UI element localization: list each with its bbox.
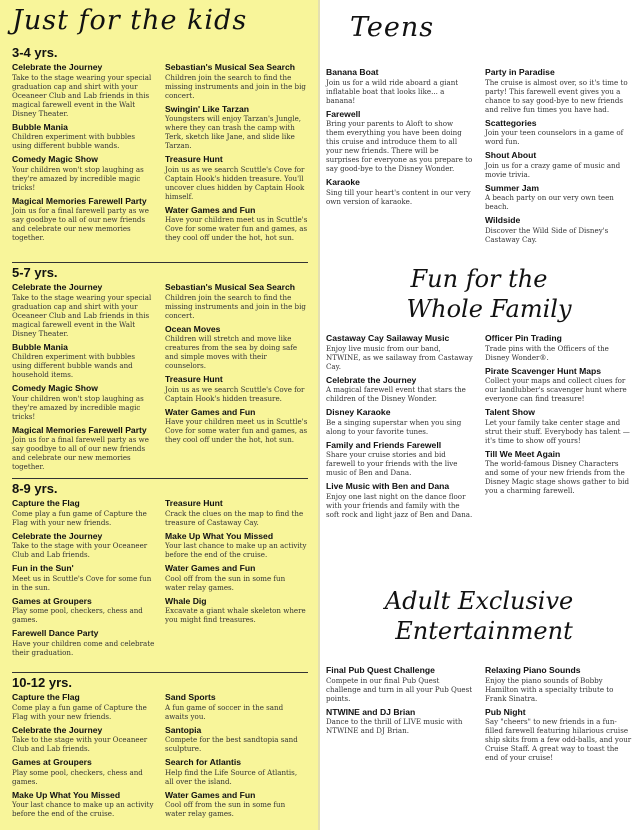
teens-section <box>326 66 632 248</box>
activity-item <box>12 531 155 560</box>
activity-name: NTWINE and DJ Brian <box>326 706 416 717</box>
activity-description: Let your family take center stage and strut their stuff. Everybody has talent — it's time to show off yours! <box>485 417 630 445</box>
activity-name: Ocean Moves <box>165 323 221 334</box>
activity-name: Wildside <box>485 215 521 225</box>
age-heading: 5-7 yrs. <box>12 265 58 280</box>
activity-description: Join us for a wild ride aboard a giant inflatable boat that looks like... a banana! <box>326 77 459 105</box>
activity-item <box>165 563 308 592</box>
family-title <box>320 264 638 324</box>
activity-name: Treasure Hunt <box>165 498 223 508</box>
activity-description: Excavate a giant whale skeleton where you might find treasures. <box>165 606 306 624</box>
activity-name: Treasure Hunt <box>165 154 223 164</box>
activity-description: Enjoy the piano sounds of Bobby Hamilton with a specialty tribute to Frank Sinatra. <box>485 675 614 703</box>
activity-name: Live Music with Ben and Dana <box>326 481 450 491</box>
activity-column <box>485 67 632 248</box>
activity-column <box>485 333 632 523</box>
activity-description: Join us for a final farewell party as we say goodbye to all of our new friends and celebrate our new memories together. <box>12 206 149 242</box>
activity-name: Treasure Hunt <box>165 374 223 384</box>
activity-description: Trade pins with the Officers of the Disney Wonder®. <box>485 343 609 362</box>
activity-name: Shout About <box>485 150 537 160</box>
activity-name: Till We Meet Again <box>485 448 561 459</box>
activity-column <box>326 67 473 248</box>
activity-description: Compete in our final Pub Quest challenge and turn in all your Pub Quest points. <box>326 675 473 703</box>
activity-description: Children join the search to find the missing instruments and join in the big concert. <box>165 72 306 100</box>
activity-item <box>12 563 155 592</box>
activity-item <box>485 407 632 445</box>
activity-name: Summer Jam <box>485 182 539 193</box>
activity-name: Santopia <box>165 724 202 735</box>
activity-description: Take to the stage wearing your special graduation cap and shirt with your Oceaneer Club and Lab friends in this magical farewell event in the Walt Disney Theater. <box>12 292 152 338</box>
activity-item <box>165 62 308 100</box>
activity-item <box>165 790 308 819</box>
activity-item <box>165 757 308 786</box>
activity-description: A magical farewell event that stars the children of the Disney Wonder. <box>326 385 466 403</box>
activity-name: Pirate Scavenger Hunt Maps <box>485 365 602 376</box>
adult-title-line1: Adult Exclusive <box>384 587 574 615</box>
activity-description: Compete for the best sandtopia sand sculpture. <box>165 735 298 753</box>
activity-description: Children experiment with bubbles using different bubble wands. <box>12 132 135 150</box>
divider <box>12 672 308 673</box>
family-title-line2: Whole Family <box>406 295 572 323</box>
activity-name: Celebrate the Journey <box>12 282 103 292</box>
activity-name: Celebrate the Journey <box>326 374 417 385</box>
activity-column <box>485 665 632 766</box>
activity-column <box>12 498 155 661</box>
divider <box>12 262 308 263</box>
activity-description: Youngsters will enjoy Tarzan's Jungle, where they can trash the camp with Terk, sketch like Jane, and slide like Tarzan. <box>165 114 302 150</box>
activity-name: Swingin' Like Tarzan <box>165 103 250 114</box>
activity-item <box>12 62 155 118</box>
activity-description: Meet us in Scuttle's Cove for some fun in the sun. <box>12 573 152 592</box>
activity-column <box>165 692 308 822</box>
activity-description: Come play a fun game of Capture the Flag with your new friends. <box>12 702 147 721</box>
activity-item <box>485 118 632 147</box>
activity-description: The world-famous Disney Characters and some of your new friends from the Disney Magic stage shows gather to bid you a charming farewell. <box>485 459 630 495</box>
activity-description: Crack the clues on the map to find the treasure of Castaway Cay. <box>165 508 304 527</box>
activity-description: Collect your maps and collect clues for our landlubber's scavenger hunt where everyone can find treasure! <box>485 376 627 403</box>
activity-description: Your last chance to make up an activity before the end of the cruise. <box>165 541 307 559</box>
age-heading: 8-9 yrs. <box>12 481 58 496</box>
activity-name: Karaoke <box>326 177 360 187</box>
activity-item <box>485 150 632 179</box>
activity-item <box>326 177 473 206</box>
activity-column <box>326 333 473 523</box>
activity-name: Capture the Flag <box>12 692 80 702</box>
activity-item <box>326 407 473 436</box>
activity-name: Games at Groupers <box>12 595 92 606</box>
activity-name: Bubble Mania <box>12 341 68 352</box>
activity-item <box>326 440 473 478</box>
activity-name: Comedy Magic Show <box>12 383 98 393</box>
activity-item <box>485 707 632 763</box>
activity-item <box>485 183 632 212</box>
activity-description: Come play a fun game of Capture the Flag with your new friends. <box>12 508 147 527</box>
activity-description: Take to the stage wearing your special graduation cap and shirt with your Oceaneer Club and Lab friends in this magical farewell event in the Walt Disney Theater. <box>12 72 152 118</box>
activity-item <box>12 196 155 243</box>
age-group-8-9 <box>12 478 308 661</box>
activity-description: Sing till your heart's content in our very own version of karaoke. <box>326 187 471 206</box>
activity-name: Magical Memories Farewell Party <box>12 424 147 435</box>
activity-name: Party in Paradise <box>485 67 555 77</box>
activity-item <box>326 375 473 404</box>
activity-item <box>165 692 308 721</box>
activity-name: Make Up What You Missed <box>12 789 121 800</box>
age-group-3-4 <box>12 45 308 246</box>
family-title-line1: Fun for the <box>410 265 548 293</box>
activity-name: Celebrate the Journey <box>12 724 103 735</box>
activity-description: Enjoy one last night on the dance floor with your friends and family with the soft rock and light jazz of Ben and Dana. <box>326 491 473 519</box>
activity-name: Pub Night <box>485 706 526 717</box>
activity-name: Celebrate the Journey <box>12 62 103 72</box>
activity-description: Children join the search to find the missing instruments and join in the big concert. <box>165 292 306 320</box>
activity-column <box>12 62 155 246</box>
activity-item <box>326 67 473 105</box>
activity-description: Your children won't stop laughing as they're amazed by incredible magic tricks! <box>12 393 144 421</box>
activity-name: Water Games and Fun <box>165 563 256 573</box>
activity-description: Have your children come and celebrate their graduation. <box>12 638 155 657</box>
activity-item <box>165 725 308 754</box>
activity-description: Be a singing superstar when you sing along to your favorite tunes. <box>326 417 462 436</box>
teens-title: Teens <box>350 12 435 43</box>
activity-name: Water Games and Fun <box>165 204 256 215</box>
activity-item <box>165 104 308 151</box>
activity-name: Final Pub Quest Challenge <box>326 665 435 675</box>
activity-description: Take to the stage with your Oceaneer Club and Lab friends. <box>12 735 148 753</box>
activity-name: Comedy Magic Show <box>12 154 98 164</box>
activity-item <box>12 342 155 380</box>
age-group-10-12 <box>12 672 308 822</box>
activity-column <box>326 665 473 766</box>
activity-name: Family and Friends Farewell <box>326 439 442 450</box>
activity-item <box>326 333 473 371</box>
activity-description: Join us for a final farewell party as we say goodbye to all of our new friends and celebrate our new memories together. <box>12 435 149 471</box>
activity-column <box>165 282 308 475</box>
age-heading: 10-12 yrs. <box>12 675 72 690</box>
activity-description: Dance to the thrill of LIVE music with NTWINE and DJ Brian. <box>326 717 463 735</box>
activity-description: A beach party on our very own teen beach. <box>485 193 614 211</box>
activity-item <box>165 498 308 527</box>
activity-name: Fun in the Sun' <box>12 563 74 573</box>
activity-item <box>485 665 632 703</box>
activity-name: Farewell Dance Party <box>12 628 99 638</box>
activity-description: Cool off from the sun in some fun water relay games. <box>165 573 286 592</box>
activity-item <box>12 498 155 527</box>
activity-name: Search for Atlantis <box>165 757 242 767</box>
kids-panel <box>0 0 318 830</box>
activity-item <box>12 757 155 786</box>
activity-item <box>165 407 308 445</box>
activity-name: Farewell <box>326 108 361 119</box>
activity-name: Games at Groupers <box>12 757 92 767</box>
activity-item <box>165 531 308 560</box>
activity-item <box>12 425 155 472</box>
activity-item <box>12 596 155 625</box>
activity-item <box>165 154 308 201</box>
activity-item <box>12 154 155 192</box>
activity-item <box>485 333 632 362</box>
adult-section <box>326 664 632 766</box>
activity-description: Join us for a crazy game of music and movie trivia. <box>485 160 621 179</box>
activity-description: Discover the Wild Side of Disney's Castaway Cay. <box>485 225 609 244</box>
activity-description: Your last chance to make up an activity before the end of the cruise. <box>12 800 154 818</box>
activity-item <box>12 628 155 657</box>
activity-description: Cool off from the sun in some fun water relay games. <box>165 800 286 818</box>
kids-title: Just for the kids <box>12 5 248 36</box>
activity-name: Whale Dig <box>165 595 207 606</box>
divider <box>12 478 308 479</box>
adult-title <box>320 586 638 646</box>
activity-description: Help find the Life Source of Atlantis, all over the island. <box>165 767 298 786</box>
activity-item <box>165 374 308 403</box>
activity-description: Join your teen counselors in a game of word fun. <box>485 128 624 146</box>
activity-description: Children experiment with bubbles using different bubble wands and household items. <box>12 352 135 379</box>
activity-item <box>326 707 473 736</box>
activity-description: Bring your parents to Aloft to show them everything you have been doing this cruise and introduce them to all your new friends. There will be surprises for everyone as you prepare to say good-bye to the Disney Wonder. <box>326 119 473 173</box>
activity-description: Play some pool, checkers, chess and games. <box>12 606 143 624</box>
activity-name: Capture the Flag <box>12 498 80 508</box>
activity-item <box>485 67 632 114</box>
activity-item <box>12 790 155 819</box>
activity-item <box>485 215 632 244</box>
activity-description: Join us as we search Scuttle's Cove for Captain Hook's hidden treasure. <box>165 384 305 403</box>
activity-item <box>12 383 155 421</box>
activity-description: Your children won't stop laughing as they're amazed by incredible magic tricks! <box>12 164 144 192</box>
activity-name: Officer Pin Trading <box>485 333 562 343</box>
adult-title-line2: Entertainment <box>395 617 573 645</box>
activity-item <box>485 449 632 496</box>
activity-description: Take to the stage with your Oceaneer Club and Lab friends. <box>12 541 148 559</box>
activity-name: Water Games and Fun <box>165 406 256 417</box>
activity-item <box>165 282 308 320</box>
activity-item <box>326 665 473 703</box>
activity-item <box>326 109 473 174</box>
activity-column <box>12 692 155 822</box>
activity-description: Have your children meet us in Scuttle's Cove for some water fun and games, as they cool off under the hot, hot sun. <box>165 417 308 444</box>
activity-name: Sebastian's Musical Sea Search <box>165 282 296 292</box>
activity-description: Have your children meet us in Scuttle's Cove for some water fun and games, as they cool off under the hot, hot sun. <box>165 215 308 242</box>
activity-item <box>485 366 632 404</box>
activity-description: The cruise is almost over, so it's time to party! This farewell event gives you a chance to say good-bye to new friends and relive fun times you have had. <box>485 77 628 114</box>
activity-column <box>12 282 155 475</box>
activity-item <box>165 596 308 625</box>
age-group-5-7 <box>12 262 308 475</box>
activity-column <box>165 498 308 661</box>
activity-name: Bubble Mania <box>12 121 68 132</box>
activity-description: Say "cheers" to new friends in a fun-filled farewell featuring hilarious cruise ship skits from a few odd-balls, and your Cruise Staff. A great way to toast the end of your cruise! <box>485 717 632 762</box>
activity-item <box>12 692 155 721</box>
activity-name: Sebastian's Musical Sea Search <box>165 62 296 72</box>
activity-description: Enjoy live music from our band, NTWINE, as we sailaway from Castaway Cay. <box>326 343 473 371</box>
activity-name: Magical Memories Farewell Party <box>12 195 147 206</box>
activity-name: Celebrate the Journey <box>12 530 103 541</box>
activity-description: Share your cruise stories and bid farewell to your friends with the live music of Ben and Dana. <box>326 450 458 477</box>
activity-description: Play some pool, checkers, chess and games. <box>12 767 143 786</box>
activity-item <box>165 205 308 243</box>
activity-name: Disney Karaoke <box>326 407 391 417</box>
activity-item <box>12 725 155 754</box>
activity-name: Sand Sports <box>165 692 216 702</box>
age-heading: 3-4 yrs. <box>12 45 58 60</box>
activity-description: Children will stretch and move like creatures from the sea by doing safe and simple moves with their counselors. <box>165 334 298 370</box>
activity-name: Relaxing Piano Sounds <box>485 665 581 675</box>
teens-family-adult-panel <box>320 0 638 830</box>
activity-item <box>165 324 308 371</box>
activity-name: Water Games and Fun <box>165 789 256 800</box>
activity-name: Talent Show <box>485 407 535 417</box>
activity-description: A fun game of soccer in the sand awaits you. <box>165 702 284 721</box>
activity-name: Castaway Cay Sailaway Music <box>326 333 450 343</box>
family-section <box>326 332 632 523</box>
activity-item <box>12 122 155 151</box>
activity-description: Join us as we search Scuttle's Cove for Captain Hook's hidden treasure. You'll uncover clues hidden by Captain Hook himself. <box>165 164 305 201</box>
activity-name: Banana Boat <box>326 67 379 77</box>
activity-column <box>165 62 308 246</box>
activity-item <box>12 282 155 338</box>
activity-name: Make Up What You Missed <box>165 530 274 541</box>
activity-item <box>326 481 473 519</box>
activity-name: Scattegories <box>485 117 537 128</box>
